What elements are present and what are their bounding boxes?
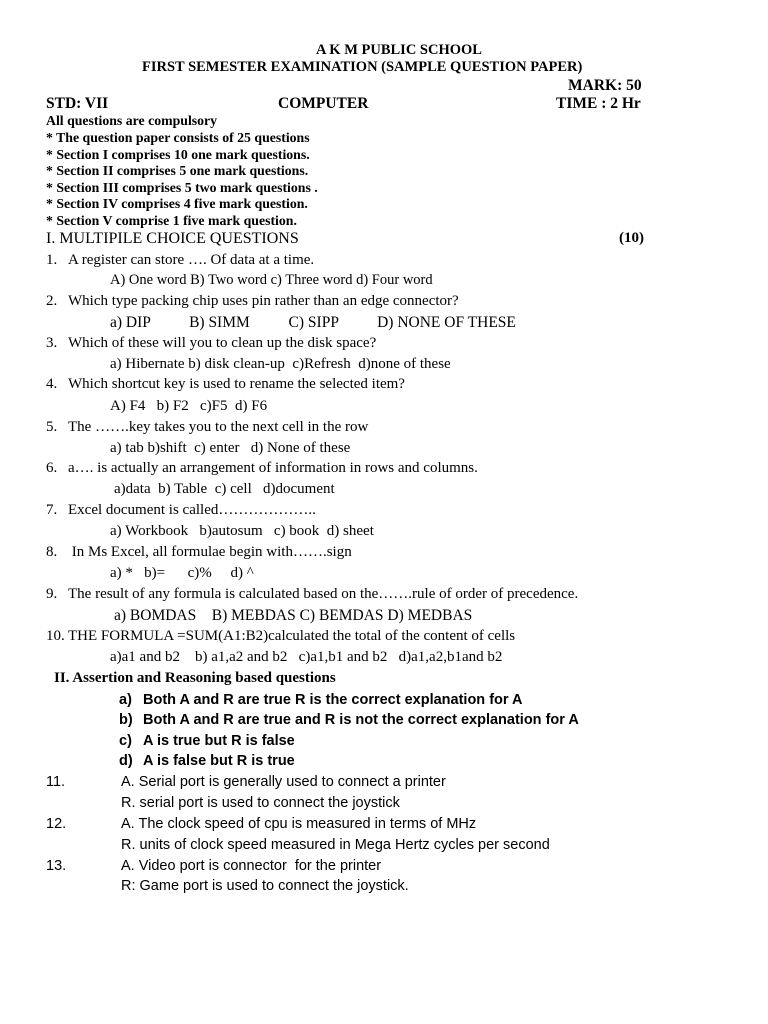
instruction-line: * The question paper consists of 25 questions: [46, 130, 310, 145]
reason-text: R. units of clock speed measured in Mega Hertz cycles per second: [121, 837, 550, 853]
time-allowed: TIME : 2 Hr: [556, 95, 641, 112]
section-1-marks: (10): [619, 230, 644, 246]
question-text: Which shortcut key is used to rename the selected item?: [68, 376, 405, 392]
choice-label: a): [119, 692, 132, 708]
question-options: a) DIP B) SIMM C) SIPP D) NONE OF THESE: [110, 314, 516, 331]
instruction-line: * Section IV comprises 4 five mark question.: [46, 196, 308, 211]
question-text: In Ms Excel, all formulae begin with…….sign: [68, 544, 352, 560]
question-text: Which type packing chip uses pin rather than an edge connector?: [68, 293, 459, 309]
question-text: a…. is actually an arrangement of information in rows and columns.: [68, 460, 478, 476]
question-number: 5.: [46, 419, 58, 435]
exam-title: FIRST SEMESTER EXAMINATION (SAMPLE QUESTION PAPER): [142, 59, 583, 75]
assertion-text: A. The clock speed of cpu is measured in terms of MHz: [121, 816, 477, 832]
instruction-line: All questions are compulsory: [46, 113, 218, 128]
assertion-text: A. Serial port is generally used to connect a printer: [121, 774, 446, 790]
choice-text: A is true but R is false: [143, 733, 295, 749]
section-1-title: I. MULTIPILE CHOICE QUESTIONS: [46, 230, 299, 247]
question-number: 4.: [46, 376, 58, 392]
question-text: THE FORMULA =SUM(A1:B2)calculated the total of the content of cells: [68, 628, 516, 644]
question-number: 8.: [46, 544, 58, 560]
choice-label: d): [119, 753, 133, 769]
reason-text: R: Game port is used to connect the joystick.: [121, 878, 409, 894]
question-number: 11.: [46, 774, 66, 790]
choice-label: b): [119, 712, 133, 728]
question-number: 1.: [46, 252, 58, 268]
school-name: A K M PUBLIC SCHOOL: [316, 42, 482, 58]
question-options: a) Hibernate b) disk clean-up c)Refresh d)none of these: [110, 356, 451, 372]
question-number: 10.: [46, 628, 65, 644]
standard: STD: VII: [46, 95, 109, 112]
question-options: a) * b)= c)% d) ^: [110, 565, 254, 581]
question-text: A register can store …. Of data at a time.: [68, 252, 315, 268]
instruction-line: * Section II comprises 5 one mark questions.: [46, 163, 309, 178]
instruction-line: * Section I comprises 10 one mark questions.: [46, 147, 310, 162]
choice-label: c): [119, 733, 132, 749]
question-text: Which of these will you to clean up the disk space?: [68, 335, 377, 351]
question-options: a) BOMDAS B) MEBDAS C) BEMDAS D) MEDBAS: [114, 607, 473, 624]
question-text: The …….key takes you to the next cell in the row: [68, 419, 369, 435]
total-marks: MARK: 50: [568, 77, 642, 94]
question-options: A) F4 b) F2 c)F5 d) F6: [110, 398, 268, 414]
question-text: Excel document is called………………..: [68, 502, 316, 518]
choice-text: A is false but R is true: [143, 753, 295, 769]
question-number: 12.: [46, 816, 67, 832]
question-number: 7.: [46, 502, 58, 518]
reason-text: R. serial port is used to connect the joystick: [121, 795, 400, 811]
question-number: 2.: [46, 293, 58, 309]
question-options: A) One word B) Two word c) Three word d) Four word: [110, 272, 433, 288]
question-number: 6.: [46, 460, 58, 476]
section-2-title: II. Assertion and Reasoning based questions: [54, 670, 336, 686]
question-number: 3.: [46, 335, 58, 351]
instruction-line: * Section III comprises 5 two mark questions .: [46, 180, 318, 195]
choice-text: Both A and R are true R is the correct explanation for A: [143, 692, 523, 708]
assertion-text: A. Video port is connector for the printer: [121, 858, 382, 874]
question-number: 13.: [46, 858, 67, 874]
subject: COMPUTER: [278, 95, 369, 112]
question-number: 9.: [46, 586, 58, 602]
question-options: a)a1 and b2 b) a1,a2 and b2 c)a1,b1 and b2 d)a1,a2,b1and b2: [110, 649, 503, 665]
question-text: The result of any formula is calculated based on the…….rule of order of precedence.: [68, 586, 579, 602]
choice-text: Both A and R are true and R is not the correct explanation for A: [143, 712, 579, 728]
question-options: a) tab b)shift c) enter d) None of these: [110, 440, 351, 456]
question-options: a) Workbook b)autosum c) book d) sheet: [110, 523, 374, 539]
instruction-line: * Section V comprise 1 five mark question.: [46, 213, 297, 228]
question-options: a)data b) Table c) cell d)document: [114, 481, 335, 497]
